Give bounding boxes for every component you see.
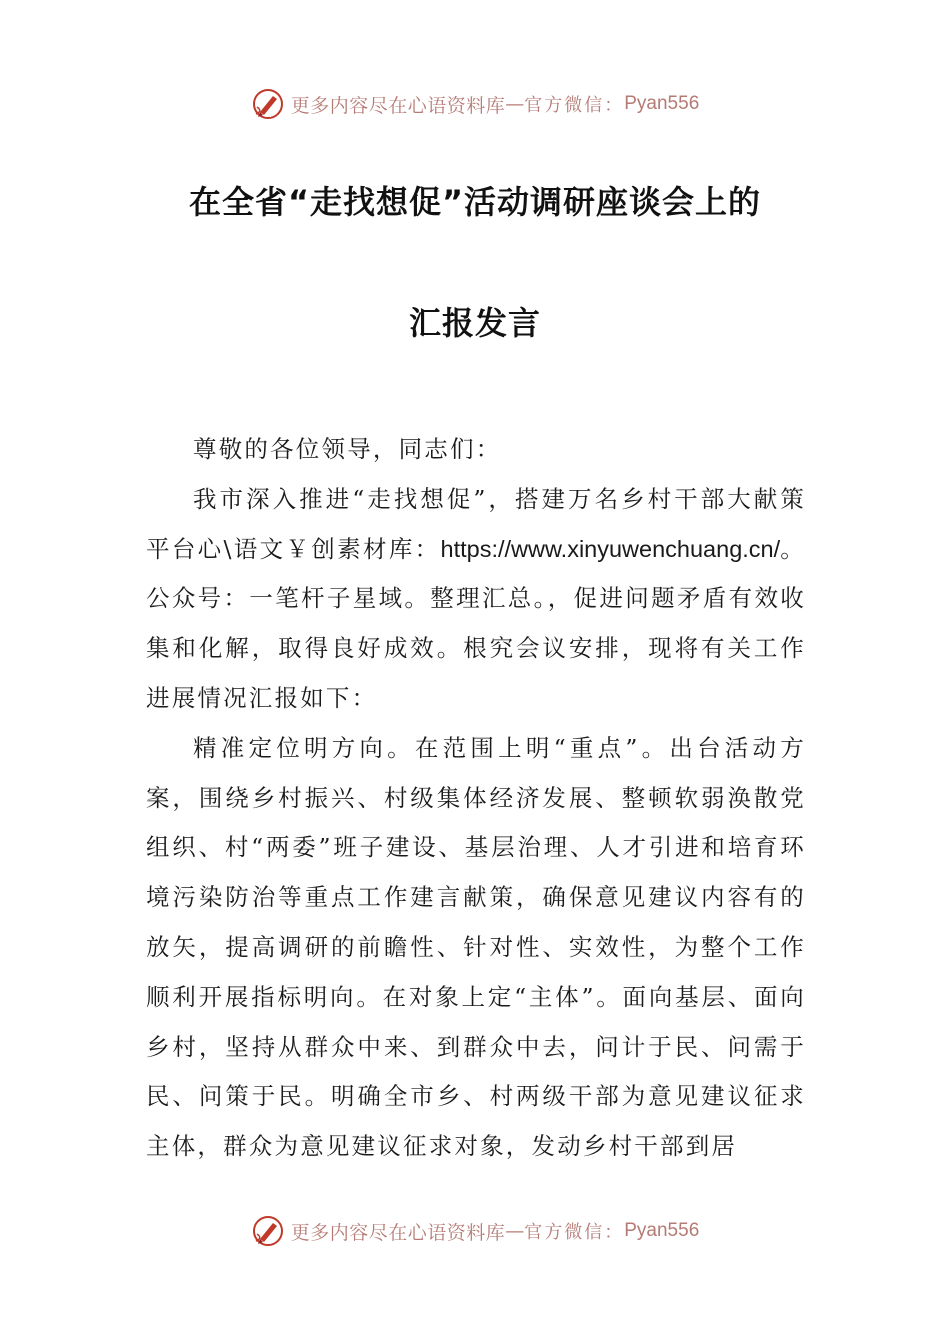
paragraph-1-part-a: 我市深入推进“走找想促”，搭建万名乡村干部大献策平台心\语文￥创素材库： (146, 484, 806, 563)
banner-text: 更多内容尽在心语资料库 (290, 94, 506, 117)
paragraph-1 (146, 475, 806, 724)
resource-url: https://www.xinyuwenchuang.cn/ (440, 535, 781, 562)
document-title-line2: 汇报发言 (408, 304, 541, 342)
banner-text: 更多内容尽在心语资料库 (290, 1221, 506, 1244)
document-body (146, 425, 806, 1172)
banner-dash: — (505, 93, 525, 115)
banner-wechat-id: Pyan556 (624, 93, 700, 114)
paragraph-2: 精准定位明方向。在范围上明“重点”。出台活动方案，围绕乡村振兴、村级集体经济发展、整顿软弱涣散党组织、村“两委”班子建设、基层治理、人才引进和培育环境污染防治等重点工作建言献策，确保意见建议内容有的放矢，提高调研的前瞻性、针对性、实效性，为整个工作顺利开展指标明向。在对象上定“主体”。面向基层、面向乡村，坚持从群众中来、到群众中去，问计于民、问需于民、问策于民。明确全市乡、村两级干部为意见建议征求主体，群众为意见建议征求对象，发动乡村干部到居 (146, 733, 806, 1161)
banner-wechat-id: Pyan556 (624, 1220, 700, 1241)
paragraph-1-part-b: 。公众号：一笔杆子星域。整理汇总。，促进问题矛盾有效收集和化解，取得良好成效。根究会议安排，现将有关工作进展情况汇报如下： (146, 534, 806, 712)
document-title-line1: 在全省“走找想促”活动调研座谈会上的 (188, 183, 762, 221)
pen-logo-icon (251, 1214, 285, 1248)
salutation: 尊敬的各位领导，同志们： (193, 435, 502, 463)
header-banner (0, 84, 950, 124)
banner-wechat-label: 官方微信： (524, 1222, 625, 1243)
pen-logo-icon (251, 87, 285, 121)
banner-wechat-label: 官方微信： (524, 95, 625, 116)
banner-dash: — (505, 1220, 525, 1242)
footer-banner (0, 1211, 950, 1251)
